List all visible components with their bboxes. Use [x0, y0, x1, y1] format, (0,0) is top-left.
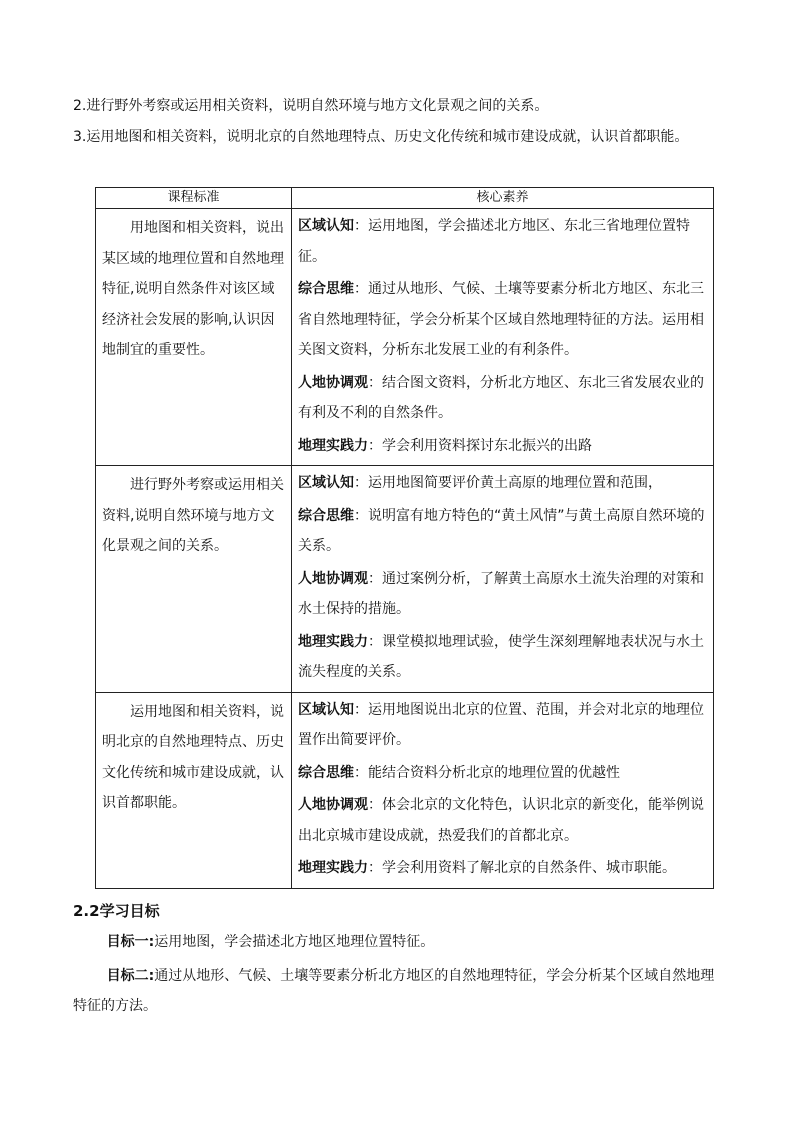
- standard-cell: 进行野外考察或运用相关资料,说明自然环境与地方文化景观之间的关系。: [96, 466, 292, 693]
- literacy-text: ：能结合资料分析北京的地理位置的优越性: [354, 764, 620, 781]
- literacy-text: ：课堂模拟地理试验，使学生深刻理解地表状况与水土流失程度的关系。: [298, 633, 704, 680]
- literacy-label: 综合思维: [298, 764, 354, 781]
- literacy-cell: [292, 209, 714, 466]
- literacy-item: [298, 853, 709, 884]
- literacy-text: ：学会利用资料了解北京的自然条件、城市职能。: [368, 860, 676, 876]
- literacy-item: [298, 211, 709, 272]
- table-row: [96, 692, 714, 888]
- literacy-item: [298, 274, 709, 366]
- literacy-label: 地理实践力: [298, 860, 368, 876]
- goal-text: 通过从地形、气候、土壤等要素分析北方地区的自然地理特征，学会分析某个区域自然地理特征的方法。: [73, 968, 715, 1014]
- literacy-label: 区域认知: [298, 701, 354, 718]
- literacy-item: [298, 790, 709, 851]
- literacy-text: ：运用地图简要评价黄土高原的地理位置和范围，: [354, 475, 662, 491]
- literacy-label: 区域认知: [298, 218, 354, 234]
- literacy-item: [298, 695, 709, 756]
- intro-line-3: 3.运用地图和相关资料，说明北京的自然地理特点、历史文化传统和城市建设成就，认识首都职能。: [73, 129, 689, 145]
- literacy-label: 人地协调观: [298, 797, 368, 813]
- literacy-label: 综合思维: [298, 281, 354, 297]
- table-row: [96, 466, 714, 693]
- literacy-item: [298, 564, 709, 625]
- literacy-cell: [292, 466, 714, 693]
- goal-label: 目标二:: [106, 968, 155, 984]
- header-curriculum-standard: 课程标准: [96, 188, 292, 209]
- literacy-item: [298, 627, 709, 688]
- table-row: [96, 209, 714, 466]
- section-title: 2.2学习目标: [73, 902, 160, 920]
- curriculum-table: [95, 187, 714, 889]
- literacy-item: [298, 758, 709, 789]
- literacy-text: ：体会北京的文化特色，认识北京的新变化，能举例说出北京城市建设成就，热爱我们的首都北京。: [298, 797, 704, 844]
- table-header-row: [96, 188, 714, 209]
- literacy-text: ：通过案例分析，了解黄土高原水土流失治理的对策和水土保持的措施。: [298, 570, 704, 617]
- goal-label: 目标一:: [106, 934, 155, 950]
- literacy-label: 综合思维: [298, 507, 354, 524]
- literacy-item: [298, 468, 709, 499]
- literacy-item: [298, 431, 709, 462]
- header-core-literacy: 核心素养: [292, 188, 714, 209]
- literacy-label: 人地协调观: [298, 570, 368, 587]
- literacy-label: 地理实践力: [298, 437, 368, 454]
- literacy-text: ：运用地图，学会描述北方地区、东北三省地理位置特征。: [298, 218, 690, 265]
- intro-line-2: 2.进行野外考察或运用相关资料，说明自然环境与地方文化景观之间的关系。: [73, 98, 549, 114]
- literacy-cell: [292, 692, 714, 888]
- literacy-text: ：学会利用资料探讨东北振兴的出路: [368, 437, 592, 454]
- literacy-item: [298, 368, 709, 429]
- literacy-item: [298, 501, 709, 562]
- goal-item: [73, 927, 721, 957]
- literacy-label: 地理实践力: [298, 633, 368, 650]
- goal-text: 运用地图，学会描述北方地区地理位置特征。: [154, 934, 435, 950]
- standard-cell: 运用地图和相关资料，说明北京的自然地理特点、历史文化传统和城市建设成就，认识首都职能。: [96, 692, 292, 888]
- literacy-label: 区域认知: [298, 475, 354, 491]
- literacy-text: ：结合图文资料，分析北方地区、东北三省发展农业的有利及不利的自然条件。: [298, 374, 704, 421]
- literacy-text: ：通过从地形、气候、土壤等要素分析北方地区、东北三省自然地理特征，学会分析某个区域自然地理特征的方法。运用相关图文资料，分析东北发展工业的有利条件。: [298, 281, 704, 358]
- literacy-text: ：说明富有地方特色的“黄土风情”与黄土高原自然环境的关系。: [298, 507, 705, 554]
- goal-item: [73, 961, 721, 1021]
- literacy-text: ：运用地图说出北京的位置、范围，并会对北京的地理位置作出简要评价。: [298, 701, 704, 748]
- literacy-label: 人地协调观: [298, 374, 368, 391]
- standard-cell: 用地图和相关资料，说出某区域的地理位置和自然地理特征,说明自然条件对该区域经济社会发展的影响,认识因地制宜的重要性。: [96, 209, 292, 466]
